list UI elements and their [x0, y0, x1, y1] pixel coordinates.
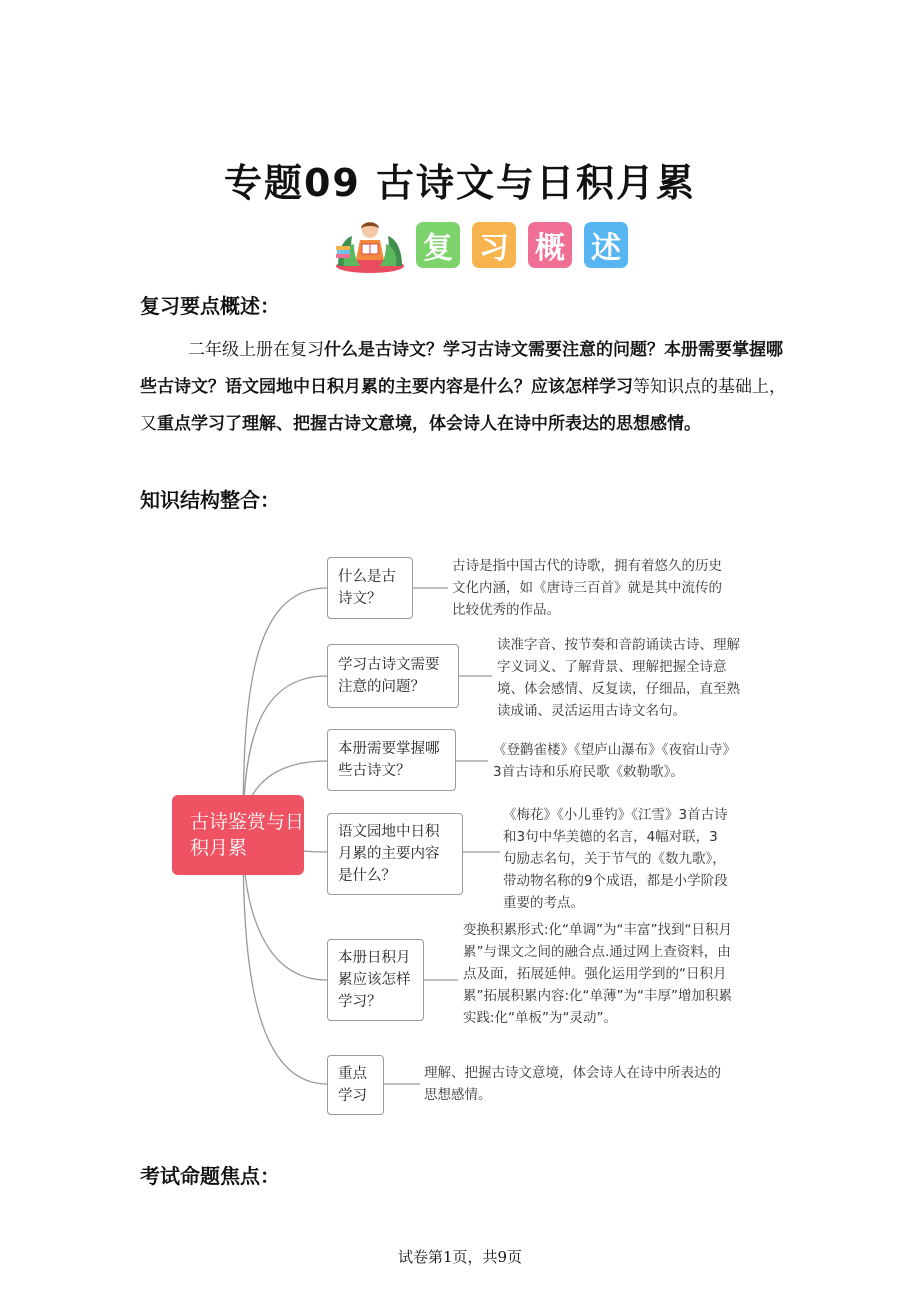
para-part-1: 二年级上册在复习	[188, 340, 324, 360]
mindmap-desc-1: 古诗是指中国古代的诗歌，拥有着悠久的历史文化内涵，如《唐诗三百首》就是其中流传的比较优秀的作品。	[452, 558, 722, 618]
banner-char-2: 习	[472, 222, 516, 268]
mindmap-node-3: 本册需要掌握哪些古诗文？	[327, 729, 456, 791]
page-title: 专题09 古诗文与日积月累	[223, 161, 697, 205]
banner-char-3: 概	[528, 222, 572, 268]
mindmap-desc-6: 理解、把握古诗文意境，体会诗人在诗中所表达的思想感情。	[424, 1065, 721, 1103]
mindmap-node-6: 重点学习	[327, 1055, 384, 1115]
mindmap-root: 古诗鉴赏与日积月累	[172, 795, 304, 875]
exam-heading: 考试命题焦点：	[140, 1164, 280, 1188]
mindmap-desc-3: 《登鹳雀楼》《望庐山瀑布》《夜宿山寺》3首古诗和乐府民歌《敕勒歌》。	[493, 742, 736, 780]
mindmap-node-2: 学习古诗文需要注意的问题？	[327, 644, 459, 708]
mindmap-desc-4: 《梅花》《小儿垂钓》《江雪》3首古诗和3句中华美德的名言，4幅对联，3句励志名句，关于节气的《数九歌》，带动物名称的9个成语，都是小学阶段重要的考点。	[503, 807, 728, 911]
mindmap-node-1: 什么是古诗文？	[327, 557, 413, 619]
review-heading: 复习要点概述：	[140, 294, 280, 318]
para-part-2: 什么是古诗文？学习古诗文需要注意的问题？本册需要掌握哪些古诗文？语文园地中日积月累的主要内容是什么？应该怎样学习	[140, 340, 783, 397]
banner-char-4: 述	[584, 222, 628, 268]
banner-char-1: 复	[416, 222, 460, 268]
mindmap-node-5: 本册日积月累应该怎样学习？	[327, 939, 424, 1021]
mindmap-desc-5: 变换积累形式:化“单调”为“丰富”找到“日积月累”与课文之间的融合点.通过网上查资料，由点及面，拓展延伸。强化运用学到的“日积月累”拓展积累内容:化“单薄”为“丰厚”增加积累实践:化“单板”为“灵动”。	[463, 922, 733, 1026]
mindmap-node-4: 语文园地中日积月累的主要内容是什么？	[327, 813, 463, 895]
para-part-3: 等知识点的基础上，又	[140, 377, 786, 434]
para-part-4: 重点学习了理解、把握古诗文意境，体会诗人在诗中所表达的思想感情。	[157, 414, 701, 434]
page-footer: 试卷第1页，共9页	[397, 1248, 523, 1266]
mindmap-desc-2: 读准字音、按节奏和音韵诵读古诗、理解字义词义、了解背景、理解把握全诗意境、体会感情、反复读，仔细品，直至熟读成诵、灵活运用古诗文名句。	[497, 637, 740, 719]
structure-heading: 知识结构整合：	[140, 488, 280, 512]
